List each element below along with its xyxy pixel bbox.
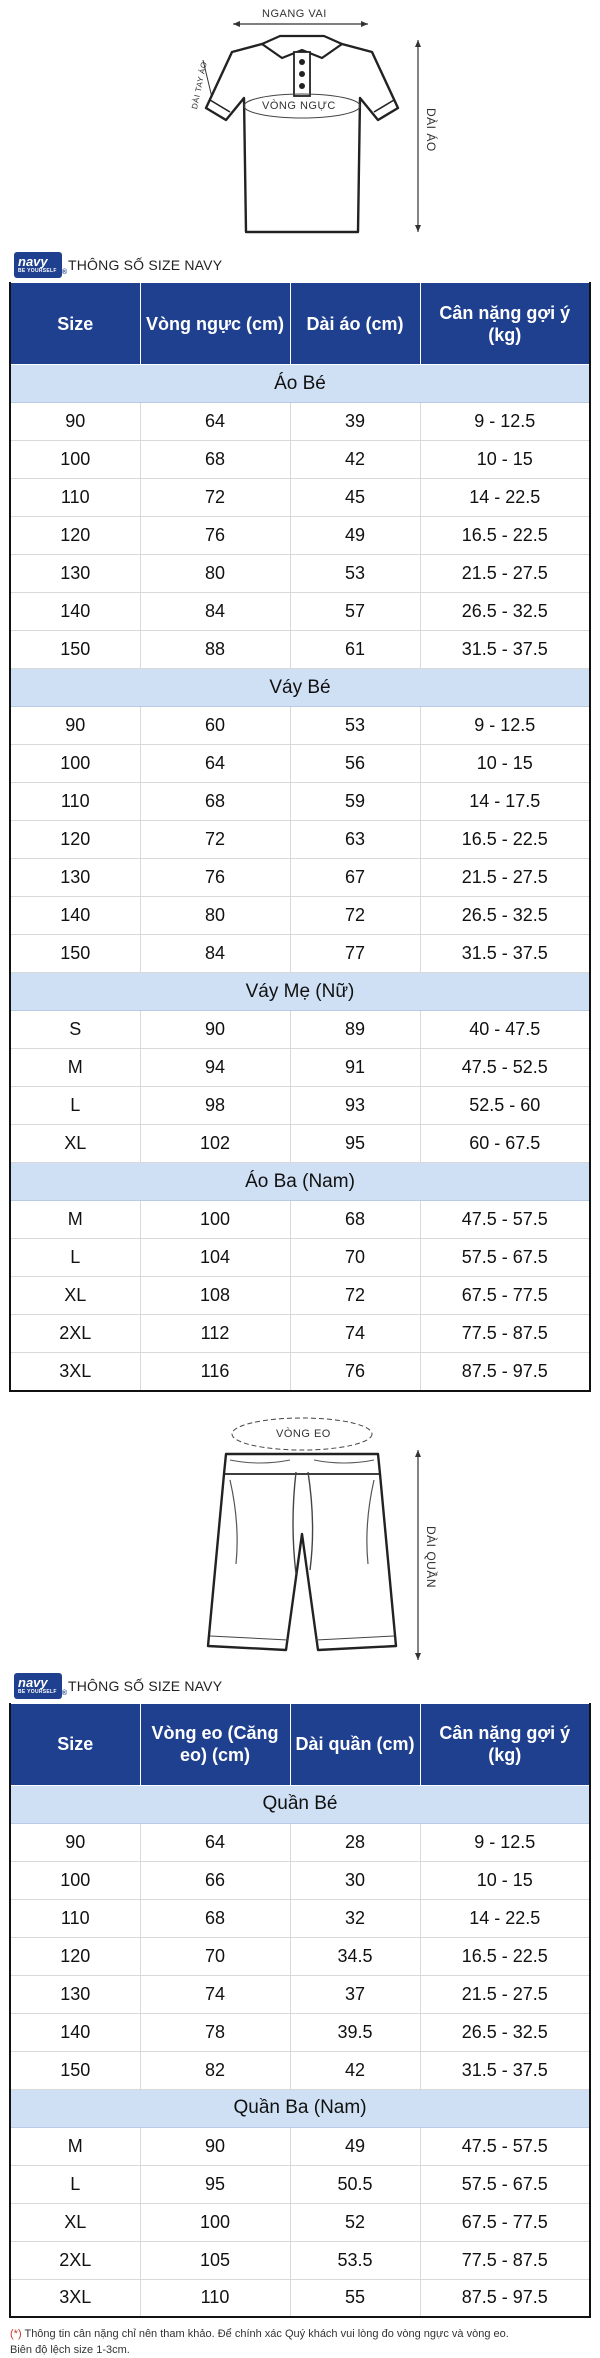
table-cell: 26.5 - 32.5 (420, 2013, 590, 2051)
table-cell: 120 (10, 821, 140, 859)
table-cell: 60 (140, 707, 290, 745)
table-cell: 140 (10, 2013, 140, 2051)
header-length: Dài áo (cm) (290, 283, 420, 365)
table-cell: 32 (290, 1899, 420, 1937)
table-cell: 47.5 - 57.5 (420, 2127, 590, 2165)
table-cell: 95 (290, 1125, 420, 1163)
table-cell: 112 (140, 1315, 290, 1353)
table-cell: 67.5 - 77.5 (420, 2203, 590, 2241)
table-cell: 87.5 - 97.5 (420, 2279, 590, 2317)
table-cell: 90 (10, 707, 140, 745)
table-cell: 52 (290, 2203, 420, 2241)
brand-tagline: BE YOURSELF (18, 268, 57, 274)
group-title: Áo Ba (Nam) (10, 1163, 590, 1201)
brand-logo-text: navy (18, 1674, 48, 1690)
table-cell: 91 (290, 1049, 420, 1087)
table-cell: XL (10, 2203, 140, 2241)
header-pants-length: Dài quần (cm) (290, 1703, 420, 1785)
header-weight: Cân nặng gợi ý (kg) (420, 1703, 590, 1785)
table-cell: 31.5 - 37.5 (420, 2051, 590, 2089)
table-cell: 150 (10, 935, 140, 973)
group-title: Quần Ba (Nam) (10, 2089, 590, 2127)
shorts-size-table (9, 1703, 591, 2319)
shorts-drawing (0, 1414, 600, 1669)
table-cell: 53 (290, 707, 420, 745)
table-cell: 9 - 12.5 (420, 707, 590, 745)
header-chest: Vòng ngực (cm) (140, 283, 290, 365)
table-cell: 90 (140, 2127, 290, 2165)
table-row (10, 2203, 590, 2241)
table-cell: M (10, 1201, 140, 1239)
table-cell: 57.5 - 67.5 (420, 1239, 590, 1277)
table-cell: 84 (140, 593, 290, 631)
brand-header-shorts (0, 1671, 600, 1701)
table-cell: 64 (140, 1823, 290, 1861)
table-row (10, 1125, 590, 1163)
table-cell: 110 (10, 1899, 140, 1937)
table-row (10, 1315, 590, 1353)
header-weight: Cân nặng gợi ý (kg) (420, 283, 590, 365)
table-cell: 45 (290, 479, 420, 517)
table-cell: 72 (140, 479, 290, 517)
table-row (10, 1277, 590, 1315)
table-cell: 9 - 12.5 (420, 1823, 590, 1861)
table-cell: 105 (140, 2241, 290, 2279)
group-title: Áo Bé (10, 365, 590, 403)
waist-label: VÒNG EO (276, 1427, 331, 1440)
table-cell: 87.5 - 97.5 (420, 1353, 590, 1391)
table-row (10, 859, 590, 897)
table-cell: 10 - 15 (420, 441, 590, 479)
group-title: Quần Bé (10, 1785, 590, 1823)
table-cell: 39 (290, 403, 420, 441)
table-cell: L (10, 1239, 140, 1277)
table-cell: 47.5 - 52.5 (420, 1049, 590, 1087)
table-cell: 40 - 47.5 (420, 1011, 590, 1049)
shirt-measurement-figure (0, 0, 600, 248)
table-row (10, 1011, 590, 1049)
table-row (10, 1239, 590, 1277)
table-cell: 16.5 - 22.5 (420, 1937, 590, 1975)
table-cell: 100 (140, 1201, 290, 1239)
table-cell: 64 (140, 745, 290, 783)
table-row (10, 441, 590, 479)
group-row (10, 973, 590, 1011)
table-cell: 42 (290, 2051, 420, 2089)
table-cell: S (10, 1011, 140, 1049)
shirt-size-table (9, 282, 591, 1392)
table-cell: 53 (290, 555, 420, 593)
table-cell: 72 (290, 897, 420, 935)
table-cell: 64 (140, 403, 290, 441)
table-cell: 49 (290, 517, 420, 555)
table-row (10, 1823, 590, 1861)
table-cell: 76 (140, 517, 290, 555)
footnote-text-2: Biên độ lệch size 1-3cm. (10, 2344, 130, 2356)
pants-length-label: DÀI QUẦN (424, 1525, 438, 1588)
table-cell: 102 (140, 1125, 290, 1163)
table-cell: 130 (10, 1975, 140, 2013)
table-cell: 30 (290, 1861, 420, 1899)
brand-logo-text: navy (18, 254, 48, 269)
table-cell: 67 (290, 859, 420, 897)
table-row (10, 1049, 590, 1087)
table-cell: 2XL (10, 2241, 140, 2279)
table-cell: 72 (290, 1277, 420, 1315)
table-cell: 26.5 - 32.5 (420, 897, 590, 935)
table-cell: 68 (290, 1201, 420, 1239)
table-cell: 100 (10, 441, 140, 479)
table-cell: 31.5 - 37.5 (420, 631, 590, 669)
table-cell: 37 (290, 1975, 420, 2013)
brand-tagline: BE YOURSELF (18, 1688, 57, 1695)
table-row (10, 935, 590, 973)
brand-registered-mark: ® (61, 1689, 67, 1697)
table-cell: 80 (140, 897, 290, 935)
table-cell: 26.5 - 32.5 (420, 593, 590, 631)
table-cell: 110 (140, 2279, 290, 2317)
table-cell: 74 (290, 1315, 420, 1353)
table-cell: 110 (10, 783, 140, 821)
table-cell: XL (10, 1125, 140, 1163)
table-row (10, 1861, 590, 1899)
table-cell: 78 (140, 2013, 290, 2051)
table-row (10, 2013, 590, 2051)
length-label: DÀI ÁO (424, 108, 438, 152)
table-cell: 76 (140, 859, 290, 897)
header-waist: Vòng eo (Căng eo) (cm) (140, 1703, 290, 1785)
shoulder-label: NGANG VAI (262, 8, 327, 20)
shirt-drawing (0, 0, 600, 248)
table-row (10, 479, 590, 517)
table-cell: 57 (290, 593, 420, 631)
table-row (10, 517, 590, 555)
table-row (10, 1975, 590, 2013)
table-cell: M (10, 1049, 140, 1087)
table-cell: 98 (140, 1087, 290, 1125)
table-cell: 90 (140, 1011, 290, 1049)
table-row (10, 2279, 590, 2317)
table-cell: 110 (10, 479, 140, 517)
table-cell: 2XL (10, 1315, 140, 1353)
footnote-text: Thông tin cân nặng chỉ nên tham khảo. Để chính xác Quý khách vui lòng đo vòng ngực và vòng eo. (24, 2328, 509, 2340)
table-cell: 100 (10, 745, 140, 783)
table-row (10, 555, 590, 593)
group-row (10, 365, 590, 403)
table-cell: 56 (290, 745, 420, 783)
group-title: Váy Mẹ (Nữ) (10, 973, 590, 1011)
table-cell: 68 (140, 783, 290, 821)
table-cell: 130 (10, 859, 140, 897)
table-cell: 61 (290, 631, 420, 669)
table-row (10, 631, 590, 669)
table-title: THÔNG SỐ SIZE NAVY (68, 1677, 223, 1694)
brand-header (0, 250, 600, 280)
table-cell: 3XL (10, 2279, 140, 2317)
table-cell: 84 (140, 935, 290, 973)
table-cell: 28 (290, 1823, 420, 1861)
table-cell: 100 (10, 1861, 140, 1899)
table-row (10, 593, 590, 631)
table-cell: 14 - 22.5 (420, 479, 590, 517)
table-header-row (10, 1703, 590, 1785)
table-cell: 14 - 17.5 (420, 783, 590, 821)
shorts-table-body (10, 1785, 590, 2317)
table-cell: 116 (140, 1353, 290, 1391)
table-cell: 104 (140, 1239, 290, 1277)
table-cell: L (10, 1087, 140, 1125)
table-cell: 140 (10, 897, 140, 935)
table-cell: 21.5 - 27.5 (420, 859, 590, 897)
table-row (10, 821, 590, 859)
table-row (10, 783, 590, 821)
table-title: THÔNG SỐ SIZE NAVY (68, 257, 223, 273)
table-row (10, 2127, 590, 2165)
table-cell: 108 (140, 1277, 290, 1315)
table-cell: 77.5 - 87.5 (420, 2241, 590, 2279)
group-row (10, 1163, 590, 1201)
table-cell: 59 (290, 783, 420, 821)
table-cell: 90 (10, 403, 140, 441)
table-row (10, 707, 590, 745)
table-cell: 70 (140, 1937, 290, 1975)
table-cell: 14 - 22.5 (420, 1899, 590, 1937)
footnote-star: (*) (10, 2328, 22, 2340)
header-size: Size (10, 283, 140, 365)
table-cell: 80 (140, 555, 290, 593)
table-cell: 3XL (10, 1353, 140, 1391)
table-row (10, 1087, 590, 1125)
table-cell: 74 (140, 1975, 290, 2013)
table-cell: 77 (290, 935, 420, 973)
table-cell: 10 - 15 (420, 1861, 590, 1899)
table-cell: 9 - 12.5 (420, 403, 590, 441)
table-cell: 21.5 - 27.5 (420, 555, 590, 593)
table-cell: 68 (140, 1899, 290, 1937)
table-row (10, 403, 590, 441)
footnote (10, 2326, 590, 2358)
table-cell: 10 - 15 (420, 745, 590, 783)
table-row (10, 2241, 590, 2279)
table-cell: 50.5 (290, 2165, 420, 2203)
table-cell: 140 (10, 593, 140, 631)
table-cell: 68 (140, 441, 290, 479)
table-cell: 130 (10, 555, 140, 593)
table-row (10, 1201, 590, 1239)
table-cell: 88 (140, 631, 290, 669)
shirt-table-body (10, 365, 590, 1391)
table-cell: 89 (290, 1011, 420, 1049)
header-size: Size (10, 1703, 140, 1785)
table-row (10, 1353, 590, 1391)
group-row (10, 2089, 590, 2127)
table-cell: 63 (290, 821, 420, 859)
table-cell: 66 (140, 1861, 290, 1899)
table-cell: 67.5 - 77.5 (420, 1277, 590, 1315)
table-cell: M (10, 2127, 140, 2165)
table-cell: XL (10, 1277, 140, 1315)
table-cell: 57.5 - 67.5 (420, 2165, 590, 2203)
table-cell: 150 (10, 631, 140, 669)
table-cell: 77.5 - 87.5 (420, 1315, 590, 1353)
table-cell: 95 (140, 2165, 290, 2203)
chest-label: VÒNG NGỰC (262, 100, 336, 112)
table-cell: 70 (290, 1239, 420, 1277)
table-cell: 49 (290, 2127, 420, 2165)
table-cell: 52.5 - 60 (420, 1087, 590, 1125)
table-cell: 53.5 (290, 2241, 420, 2279)
group-row (10, 669, 590, 707)
table-cell: 150 (10, 2051, 140, 2089)
table-cell: 90 (10, 1823, 140, 1861)
table-row (10, 897, 590, 935)
table-cell: 120 (10, 1937, 140, 1975)
table-cell: 55 (290, 2279, 420, 2317)
table-cell: 39.5 (290, 2013, 420, 2051)
table-cell: 21.5 - 27.5 (420, 1975, 590, 2013)
table-cell: 120 (10, 517, 140, 555)
table-cell: 31.5 - 37.5 (420, 935, 590, 973)
table-row (10, 1937, 590, 1975)
table-cell: 72 (140, 821, 290, 859)
group-row (10, 1785, 590, 1823)
navy-logo-icon (14, 252, 67, 278)
table-cell: 94 (140, 1049, 290, 1087)
table-row (10, 745, 590, 783)
table-header-row (10, 283, 590, 365)
table-cell: 16.5 - 22.5 (420, 517, 590, 555)
table-row (10, 2051, 590, 2089)
table-cell: L (10, 2165, 140, 2203)
table-cell: 93 (290, 1087, 420, 1125)
table-cell: 100 (140, 2203, 290, 2241)
table-cell: 76 (290, 1353, 420, 1391)
group-title: Váy Bé (10, 669, 590, 707)
navy-logo-icon (14, 1673, 67, 1699)
table-row (10, 2165, 590, 2203)
sleeve-label: DÀI TAY ÁO (190, 60, 209, 110)
table-cell: 42 (290, 441, 420, 479)
brand-registered-mark: ® (61, 269, 67, 276)
shorts-measurement-figure (0, 1414, 600, 1669)
table-row (10, 1899, 590, 1937)
table-cell: 34.5 (290, 1937, 420, 1975)
table-cell: 82 (140, 2051, 290, 2089)
table-cell: 16.5 - 22.5 (420, 821, 590, 859)
table-cell: 47.5 - 57.5 (420, 1201, 590, 1239)
table-cell: 60 - 67.5 (420, 1125, 590, 1163)
